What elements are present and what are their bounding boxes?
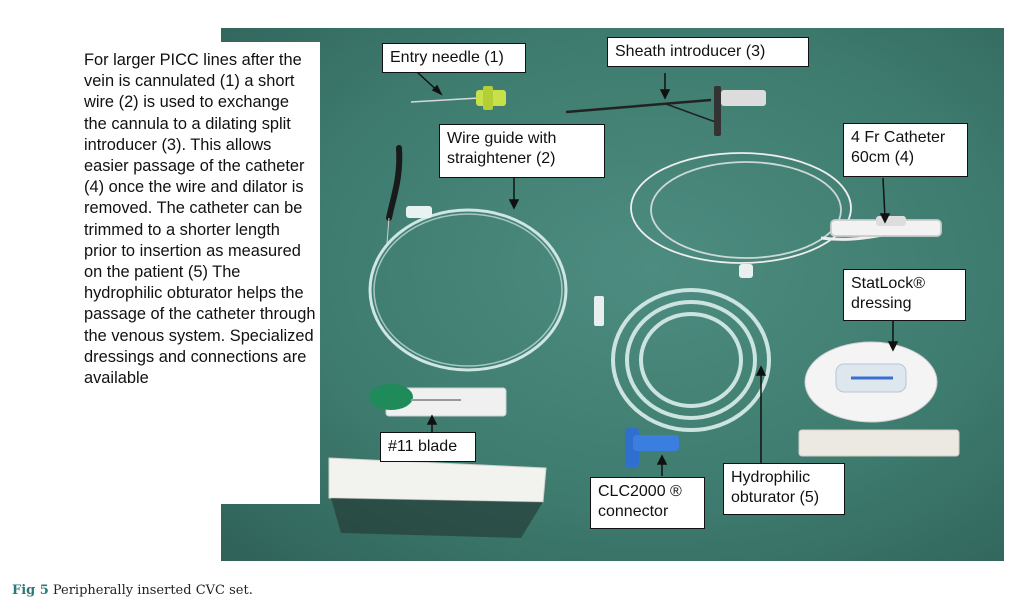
blade-illustration: [369, 384, 506, 416]
callout-sheath-introducer: Sheath introducer (3): [607, 37, 809, 67]
callout-blade: #11 blade: [380, 432, 476, 462]
callout-catheter: 4 Fr Catheter 60cm (4): [843, 123, 968, 177]
clc-connector-illustration: [625, 428, 679, 468]
description-text: For larger PICC lines after the vein is cannulated (1) a short wire (2) is used to exchange the cannula to a dilating split introducer (3). This allows easier passage of the catheter (4) once the wire and dilator is removed. The catheter can be trimmed to a shorter length prior to insertion as measured on the patient (5) The hydrophilic obturator helps the passage of the catheter through the venous system. Specialized dressings and connections are available: [84, 51, 316, 388]
paper-ruler-illustration: [329, 458, 546, 538]
obturator-coil-illustration: [594, 264, 769, 430]
figure-caption-text: Peripherally inserted CVC set.: [52, 583, 253, 598]
statlock-dressing-illustration: [805, 342, 937, 422]
figure-label: Fig 5: [12, 583, 49, 598]
callout-wire-guide: Wire guide with straightener (2): [439, 124, 605, 178]
wire-guide-coil-illustration: [370, 206, 566, 370]
callout-statlock: StatLock® dressing: [843, 269, 966, 321]
wire-straightener-illustration: [387, 148, 399, 243]
entry-needle-illustration: [411, 86, 506, 110]
callout-obturator: Hydrophilic obturator (5): [723, 463, 845, 515]
callout-clc-connector: CLC2000 ® connector: [590, 477, 705, 529]
figure-caption: [12, 583, 253, 598]
callout-entry-needle: Entry needle (1): [382, 43, 526, 73]
dressing-strip-illustration: [799, 430, 959, 456]
